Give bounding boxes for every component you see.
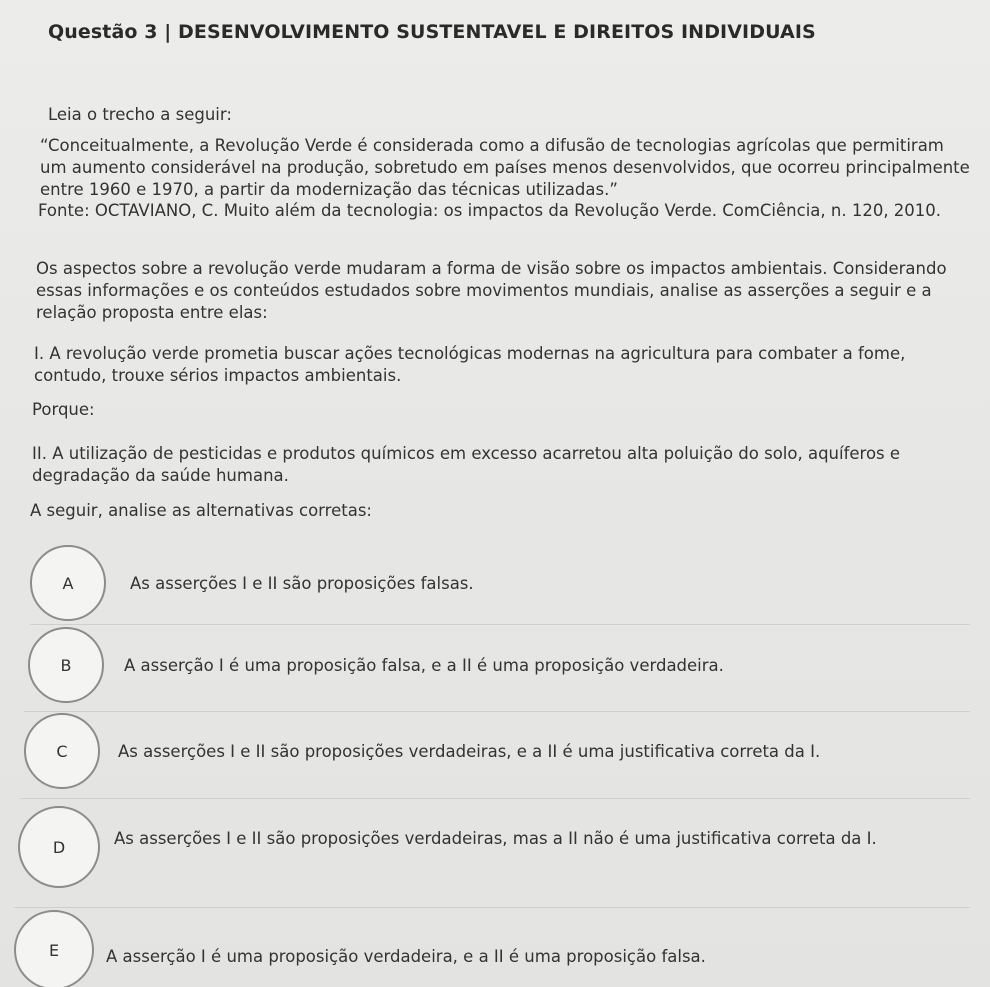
instruction-text: A seguir, analise as alternativas corretas: [30,501,372,520]
option-c-radio[interactable]: C [24,713,100,789]
question-title: Questão 3 | DESENVOLVIMENTO SUSTENTAVEL E DIREITOS INDIVIDUAIS [48,21,816,43]
assertion-2: II. A utilização de pesticidas e produtos químicos em excesso acarretou alta poluição do solo, aquíferos e degradação da saúde humana. [32,444,901,485]
option-e[interactable] [0,906,990,986]
option-a-radio[interactable]: A [30,545,106,621]
option-divider [24,711,970,712]
intro-text: Leia o trecho a seguir: [48,105,232,124]
option-divider [30,624,970,625]
option-d[interactable] [0,806,990,886]
porque-label: Porque: [32,400,95,419]
context-text: Os aspectos sobre a revolução verde mudaram a forma de visão sobre os impactos ambientais. Considerando essas informações e os conteúdos estudados sobre movimentos mundiais, analise as asserções a seguir e a relação proposta entre elas: [36,259,947,322]
option-c-label[interactable]: As asserções I e II são proposições verdadeiras, e a II é uma justificativa correta da I. [118,742,821,761]
option-divider [20,798,970,799]
option-a[interactable] [0,545,990,625]
quote-text: “Conceitualmente, a Revolução Verde é considerada como a difusão de tecnologias agrícolas que permitiram um aumento considerável na produção, sobretudo em países menos desenvolvidos, que ocorreu principalmente entre 1960 e 1970, a partir da modernização das técnicas utilizadas.” [40,136,970,199]
option-b-radio[interactable]: B [28,627,104,703]
option-e-label[interactable]: A asserção I é uma proposição verdadeira, e a II é uma proposição falsa. [106,947,706,966]
option-b-label[interactable]: A asserção I é uma proposição falsa, e a II é uma proposição verdadeira. [124,656,724,675]
assertion-1: I. A revolução verde prometia buscar ações tecnológicas modernas na agricultura para combater a fome, contudo, trouxe sérios impactos ambientais. [34,344,906,385]
option-a-label[interactable]: As asserções I e II são proposições falsas. [130,574,474,593]
option-d-radio[interactable]: D [18,806,100,888]
option-d-label[interactable]: As asserções I e II são proposições verdadeiras, mas a II não é uma justificativa correta da I. [114,829,877,848]
source-text: Fonte: OCTAVIANO, C. Muito além da tecnologia: os impactos da Revolução Verde. ComCiência, n. 120, 2010. [38,201,942,220]
option-c[interactable] [0,713,990,793]
option-e-radio[interactable]: E [14,910,94,987]
option-b[interactable] [0,627,990,707]
